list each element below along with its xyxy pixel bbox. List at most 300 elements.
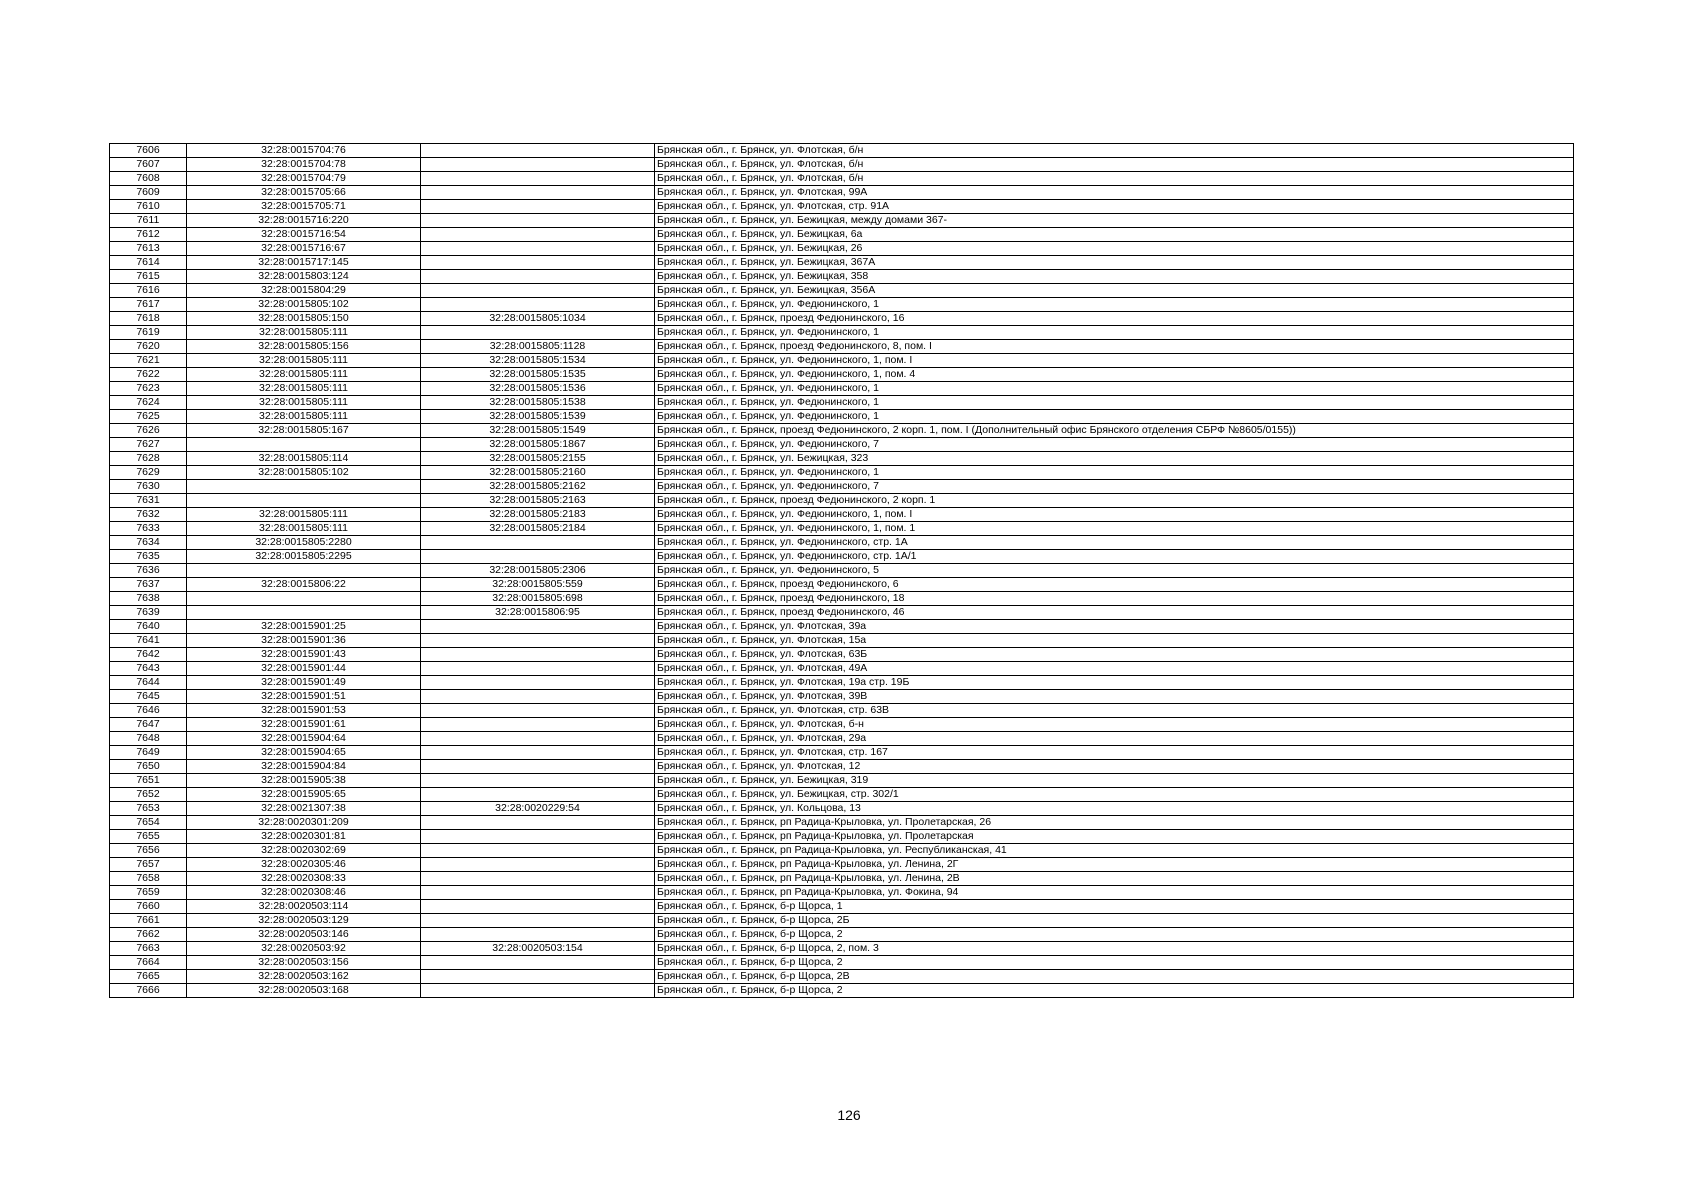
row-number-cell: 7638: [110, 592, 187, 606]
address-cell: Брянская обл., г. Брянск, ул. Флотская, 12: [655, 760, 1574, 774]
cadastral-number-cell: 32:28:0015805:111: [187, 354, 421, 368]
table-row: [110, 396, 1574, 410]
cadastral-number-cell: [187, 592, 421, 606]
related-cadastral-number-cell: [421, 242, 655, 256]
table-row: [110, 970, 1574, 984]
related-cadastral-number-cell: 32:28:0020229:54: [421, 802, 655, 816]
row-number-cell: 7623: [110, 382, 187, 396]
table-row: [110, 522, 1574, 536]
related-cadastral-number-cell: 32:28:0015805:2306: [421, 564, 655, 578]
table-row: [110, 760, 1574, 774]
cadastral-number-cell: 32:28:0020301:81: [187, 830, 421, 844]
row-number-cell: 7640: [110, 620, 187, 634]
address-cell: Брянская обл., г. Брянск, рп Радица-Крыловка, ул. Пролетарская, 26: [655, 816, 1574, 830]
address-cell: Брянская обл., г. Брянск, ул. Федюнинского, 1: [655, 382, 1574, 396]
table-row: [110, 200, 1574, 214]
cadastral-number-cell: 32:28:0020503:114: [187, 900, 421, 914]
related-cadastral-number-cell: [421, 900, 655, 914]
address-cell: Брянская обл., г. Брянск, ул. Федюнинского, 1, пом. 4: [655, 368, 1574, 382]
related-cadastral-number-cell: 32:28:0015805:1535: [421, 368, 655, 382]
row-number-cell: 7657: [110, 858, 187, 872]
row-number-cell: 7634: [110, 536, 187, 550]
table-row: [110, 886, 1574, 900]
address-cell: Брянская обл., г. Брянск, ул. Флотская, 99А: [655, 186, 1574, 200]
related-cadastral-number-cell: 32:28:0015805:2160: [421, 466, 655, 480]
cadastral-number-cell: 32:28:0015901:49: [187, 676, 421, 690]
related-cadastral-number-cell: [421, 914, 655, 928]
row-number-cell: 7664: [110, 956, 187, 970]
address-cell: Брянская обл., г. Брянск, проезд Федюнинского, 16: [655, 312, 1574, 326]
row-number-cell: 7632: [110, 508, 187, 522]
row-number-cell: 7621: [110, 354, 187, 368]
table-row: [110, 564, 1574, 578]
row-number-cell: 7615: [110, 270, 187, 284]
row-number-cell: 7661: [110, 914, 187, 928]
table-row: [110, 746, 1574, 760]
table-row: [110, 186, 1574, 200]
related-cadastral-number-cell: [421, 928, 655, 942]
cadastral-number-cell: 32:28:0020503:146: [187, 928, 421, 942]
address-cell: Брянская обл., г. Брянск, рп Радица-Крыловка, ул. Ленина, 2В: [655, 872, 1574, 886]
registry-table-body: [110, 144, 1574, 998]
address-cell: Брянская обл., г. Брянск, ул. Флотская, 29а: [655, 732, 1574, 746]
table-row: [110, 676, 1574, 690]
cadastral-number-cell: 32:28:0015805:111: [187, 368, 421, 382]
address-cell: Брянская обл., г. Брянск, ул. Бежицкая, между домами 367-: [655, 214, 1574, 228]
row-number-cell: 7606: [110, 144, 187, 158]
address-cell: Брянская обл., г. Брянск, проезд Федюнинского, 2 корп. 1: [655, 494, 1574, 508]
cadastral-number-cell: 32:28:0020308:46: [187, 886, 421, 900]
cadastral-number-cell: 32:28:0015901:44: [187, 662, 421, 676]
related-cadastral-number-cell: 32:28:0015805:559: [421, 578, 655, 592]
cadastral-number-cell: 32:28:0015705:66: [187, 186, 421, 200]
related-cadastral-number-cell: 32:28:0015805:2162: [421, 480, 655, 494]
table-row: [110, 858, 1574, 872]
address-cell: Брянская обл., г. Брянск, б-р Щорса, 2В: [655, 970, 1574, 984]
row-number-cell: 7650: [110, 760, 187, 774]
cadastral-number-cell: 32:28:0021307:38: [187, 802, 421, 816]
row-number-cell: 7665: [110, 970, 187, 984]
cadastral-number-cell: [187, 606, 421, 620]
table-row: [110, 928, 1574, 942]
related-cadastral-number-cell: 32:28:0015805:2155: [421, 452, 655, 466]
related-cadastral-number-cell: [421, 970, 655, 984]
related-cadastral-number-cell: [421, 144, 655, 158]
table-row: [110, 354, 1574, 368]
related-cadastral-number-cell: [421, 746, 655, 760]
cadastral-number-cell: 32:28:0015904:65: [187, 746, 421, 760]
row-number-cell: 7625: [110, 410, 187, 424]
row-number-cell: 7620: [110, 340, 187, 354]
row-number-cell: 7653: [110, 802, 187, 816]
row-number-cell: 7639: [110, 606, 187, 620]
row-number-cell: 7648: [110, 732, 187, 746]
cadastral-number-cell: 32:28:0015904:64: [187, 732, 421, 746]
related-cadastral-number-cell: [421, 830, 655, 844]
table-row: [110, 214, 1574, 228]
address-cell: Брянская обл., г. Брянск, ул. Кольцова, 13: [655, 802, 1574, 816]
related-cadastral-number-cell: [421, 676, 655, 690]
cadastral-number-cell: 32:28:0015805:111: [187, 522, 421, 536]
address-cell: Брянская обл., г. Брянск, ул. Федюнинского, стр. 1А/1: [655, 550, 1574, 564]
table-row: [110, 816, 1574, 830]
row-number-cell: 7655: [110, 830, 187, 844]
related-cadastral-number-cell: [421, 704, 655, 718]
page-number: 126: [837, 1107, 861, 1123]
related-cadastral-number-cell: [421, 984, 655, 998]
cadastral-number-cell: 32:28:0015805:111: [187, 508, 421, 522]
table-row: [110, 340, 1574, 354]
cadastral-number-cell: 32:28:0020503:156: [187, 956, 421, 970]
table-row: [110, 788, 1574, 802]
row-number-cell: 7622: [110, 368, 187, 382]
related-cadastral-number-cell: [421, 214, 655, 228]
address-cell: Брянская обл., г. Брянск, ул. Бежицкая, 323: [655, 452, 1574, 466]
table-row: [110, 802, 1574, 816]
related-cadastral-number-cell: [421, 256, 655, 270]
row-number-cell: 7631: [110, 494, 187, 508]
related-cadastral-number-cell: [421, 634, 655, 648]
cadastral-number-cell: 32:28:0015901:36: [187, 634, 421, 648]
address-cell: Брянская обл., г. Брянск, ул. Бежицкая, стр. 302/1: [655, 788, 1574, 802]
table-row: [110, 312, 1574, 326]
cadastral-number-cell: 32:28:0015901:51: [187, 690, 421, 704]
row-number-cell: 7662: [110, 928, 187, 942]
address-cell: Брянская обл., г. Брянск, проезд Федюнинского, 2 корп. 1, пом. I (Дополнительный офис Брянского отделения СБРФ №8605/0155)): [655, 424, 1574, 438]
table-row: [110, 662, 1574, 676]
cadastral-number-cell: 32:28:0015805:102: [187, 466, 421, 480]
address-cell: Брянская обл., г. Брянск, рп Радица-Крыловка, ул. Фокина, 94: [655, 886, 1574, 900]
address-cell: Брянская обл., г. Брянск, проезд Федюнинского, 8, пом. I: [655, 340, 1574, 354]
cadastral-number-cell: 32:28:0020308:33: [187, 872, 421, 886]
related-cadastral-number-cell: [421, 620, 655, 634]
table-row: [110, 704, 1574, 718]
address-cell: Брянская обл., г. Брянск, ул. Флотская, 19а стр. 19Б: [655, 676, 1574, 690]
related-cadastral-number-cell: [421, 718, 655, 732]
table-row: [110, 648, 1574, 662]
related-cadastral-number-cell: [421, 844, 655, 858]
address-cell: Брянская обл., г. Брянск, ул. Флотская, 39а: [655, 620, 1574, 634]
related-cadastral-number-cell: [421, 886, 655, 900]
table-row: [110, 158, 1574, 172]
cadastral-number-cell: 32:28:0015805:167: [187, 424, 421, 438]
row-number-cell: 7644: [110, 676, 187, 690]
address-cell: Брянская обл., г. Брянск, б-р Щорса, 2, пом. 3: [655, 942, 1574, 956]
table-row: [110, 382, 1574, 396]
table-row: [110, 284, 1574, 298]
row-number-cell: 7658: [110, 872, 187, 886]
related-cadastral-number-cell: 32:28:0015805:2184: [421, 522, 655, 536]
cadastral-number-cell: 32:28:0015901:43: [187, 648, 421, 662]
row-number-cell: 7618: [110, 312, 187, 326]
row-number-cell: 7633: [110, 522, 187, 536]
row-number-cell: 7611: [110, 214, 187, 228]
table-row: [110, 620, 1574, 634]
table-row: [110, 326, 1574, 340]
table-row: [110, 578, 1574, 592]
address-cell: Брянская обл., г. Брянск, ул. Флотская, б/н: [655, 144, 1574, 158]
table-row: [110, 368, 1574, 382]
address-cell: Брянская обл., г. Брянск, б-р Щорса, 1: [655, 900, 1574, 914]
row-number-cell: 7649: [110, 746, 187, 760]
cadastral-number-cell: 32:28:0015904:84: [187, 760, 421, 774]
address-cell: Брянская обл., г. Брянск, ул. Бежицкая, 319: [655, 774, 1574, 788]
row-number-cell: 7624: [110, 396, 187, 410]
related-cadastral-number-cell: 32:28:0015805:2183: [421, 508, 655, 522]
cadastral-number-cell: 32:28:0015905:38: [187, 774, 421, 788]
related-cadastral-number-cell: [421, 326, 655, 340]
address-cell: Брянская обл., г. Брянск, б-р Щорса, 2: [655, 928, 1574, 942]
cadastral-number-cell: 32:28:0015805:111: [187, 326, 421, 340]
related-cadastral-number-cell: [421, 956, 655, 970]
address-cell: Брянская обл., г. Брянск, ул. Флотская, стр. 91А: [655, 200, 1574, 214]
row-number-cell: 7630: [110, 480, 187, 494]
address-cell: Брянская обл., г. Брянск, ул. Флотская, стр. 167: [655, 746, 1574, 760]
related-cadastral-number-cell: 32:28:0020503:154: [421, 942, 655, 956]
cadastral-number-cell: 32:28:0015716:220: [187, 214, 421, 228]
table-row: [110, 844, 1574, 858]
cadastral-number-cell: [187, 564, 421, 578]
table-row: [110, 900, 1574, 914]
address-cell: Брянская обл., г. Брянск, ул. Флотская, стр. 63В: [655, 704, 1574, 718]
related-cadastral-number-cell: 32:28:0015805:1538: [421, 396, 655, 410]
address-cell: Брянская обл., г. Брянск, ул. Бежицкая, 6а: [655, 228, 1574, 242]
cadastral-number-cell: 32:28:0020302:69: [187, 844, 421, 858]
related-cadastral-number-cell: [421, 298, 655, 312]
address-cell: Брянская обл., г. Брянск, рп Радица-Крыловка, ул. Ленина, 2Г: [655, 858, 1574, 872]
cadastral-number-cell: 32:28:0015704:79: [187, 172, 421, 186]
related-cadastral-number-cell: [421, 270, 655, 284]
cadastral-number-cell: 32:28:0015901:25: [187, 620, 421, 634]
row-number-cell: 7636: [110, 564, 187, 578]
related-cadastral-number-cell: [421, 872, 655, 886]
related-cadastral-number-cell: [421, 690, 655, 704]
row-number-cell: 7614: [110, 256, 187, 270]
cadastral-number-cell: 32:28:0020503:129: [187, 914, 421, 928]
table-row: [110, 550, 1574, 564]
cadastral-number-cell: 32:28:0020503:162: [187, 970, 421, 984]
cadastral-number-cell: 32:28:0015716:67: [187, 242, 421, 256]
table-row: [110, 298, 1574, 312]
related-cadastral-number-cell: 32:28:0015805:1867: [421, 438, 655, 452]
row-number-cell: 7608: [110, 172, 187, 186]
row-number-cell: 7659: [110, 886, 187, 900]
table-row: [110, 508, 1574, 522]
address-cell: Брянская обл., г. Брянск, ул. Федюнинского, 1: [655, 396, 1574, 410]
related-cadastral-number-cell: 32:28:0015805:2163: [421, 494, 655, 508]
table-row: [110, 718, 1574, 732]
cadastral-number-cell: 32:28:0015705:71: [187, 200, 421, 214]
address-cell: Брянская обл., г. Брянск, ул. Федюнинского, 1: [655, 298, 1574, 312]
row-number-cell: 7626: [110, 424, 187, 438]
row-number-cell: 7637: [110, 578, 187, 592]
table-row: [110, 144, 1574, 158]
cadastral-number-cell: 32:28:0015805:114: [187, 452, 421, 466]
address-cell: Брянская обл., г. Брянск, ул. Бежицкая, 358: [655, 270, 1574, 284]
related-cadastral-number-cell: [421, 788, 655, 802]
related-cadastral-number-cell: [421, 172, 655, 186]
address-cell: Брянская обл., г. Брянск, ул. Федюнинского, 1: [655, 410, 1574, 424]
related-cadastral-number-cell: [421, 662, 655, 676]
row-number-cell: 7654: [110, 816, 187, 830]
address-cell: Брянская обл., г. Брянск, ул. Федюнинского, 5: [655, 564, 1574, 578]
related-cadastral-number-cell: [421, 858, 655, 872]
related-cadastral-number-cell: [421, 550, 655, 564]
row-number-cell: 7641: [110, 634, 187, 648]
row-number-cell: 7609: [110, 186, 187, 200]
cadastral-number-cell: 32:28:0015805:102: [187, 298, 421, 312]
table-row: [110, 410, 1574, 424]
address-cell: Брянская обл., г. Брянск, проезд Федюнинского, 18: [655, 592, 1574, 606]
row-number-cell: 7607: [110, 158, 187, 172]
address-cell: Брянская обл., г. Брянск, ул. Федюнинского, 1, пом. I: [655, 354, 1574, 368]
related-cadastral-number-cell: 32:28:0015805:698: [421, 592, 655, 606]
table-row: [110, 592, 1574, 606]
related-cadastral-number-cell: 32:28:0015805:1549: [421, 424, 655, 438]
table-row: [110, 942, 1574, 956]
table-row: [110, 228, 1574, 242]
row-number-cell: 7616: [110, 284, 187, 298]
related-cadastral-number-cell: [421, 284, 655, 298]
address-cell: Брянская обл., г. Брянск, ул. Флотская, б/н: [655, 172, 1574, 186]
row-number-cell: 7628: [110, 452, 187, 466]
address-cell: Брянская обл., г. Брянск, ул. Флотская, 63Б: [655, 648, 1574, 662]
address-cell: Брянская обл., г. Брянск, рп Радица-Крыловка, ул. Республиканская, 41: [655, 844, 1574, 858]
cadastral-number-cell: 32:28:0015805:156: [187, 340, 421, 354]
cadastral-number-cell: 32:28:0015803:124: [187, 270, 421, 284]
cadastral-number-cell: 32:28:0015901:53: [187, 704, 421, 718]
related-cadastral-number-cell: [421, 732, 655, 746]
related-cadastral-number-cell: 32:28:0015805:1539: [421, 410, 655, 424]
cadastral-number-cell: [187, 438, 421, 452]
table-row: [110, 872, 1574, 886]
table-row: [110, 536, 1574, 550]
address-cell: Брянская обл., г. Брянск, ул. Флотская, 49А: [655, 662, 1574, 676]
row-number-cell: 7652: [110, 788, 187, 802]
related-cadastral-number-cell: [421, 536, 655, 550]
related-cadastral-number-cell: [421, 648, 655, 662]
related-cadastral-number-cell: [421, 774, 655, 788]
address-cell: Брянская обл., г. Брянск, б-р Щорса, 2Б: [655, 914, 1574, 928]
row-number-cell: 7617: [110, 298, 187, 312]
related-cadastral-number-cell: 32:28:0015805:1534: [421, 354, 655, 368]
address-cell: Брянская обл., г. Брянск, ул. Бежицкая, 367А: [655, 256, 1574, 270]
address-cell: Брянская обл., г. Брянск, ул. Федюнинского, 1, пом. I: [655, 508, 1574, 522]
cadastral-number-cell: [187, 494, 421, 508]
row-number-cell: 7635: [110, 550, 187, 564]
table-row: [110, 606, 1574, 620]
table-row: [110, 830, 1574, 844]
address-cell: Брянская обл., г. Брянск, ул. Федюнинского, 1, пом. 1: [655, 522, 1574, 536]
row-number-cell: 7646: [110, 704, 187, 718]
row-number-cell: 7656: [110, 844, 187, 858]
row-number-cell: 7629: [110, 466, 187, 480]
related-cadastral-number-cell: 32:28:0015806:95: [421, 606, 655, 620]
table-row: [110, 438, 1574, 452]
address-cell: Брянская обл., г. Брянск, ул. Федюнинского, 1: [655, 326, 1574, 340]
row-number-cell: 7660: [110, 900, 187, 914]
row-number-cell: 7663: [110, 942, 187, 956]
table-row: [110, 480, 1574, 494]
cadastral-number-cell: 32:28:0015805:111: [187, 396, 421, 410]
related-cadastral-number-cell: 32:28:0015805:1034: [421, 312, 655, 326]
row-number-cell: 7645: [110, 690, 187, 704]
table-row: [110, 242, 1574, 256]
table-row: [110, 774, 1574, 788]
cadastral-number-cell: 32:28:0015804:29: [187, 284, 421, 298]
address-cell: Брянская обл., г. Брянск, ул. Федюнинского, 1: [655, 466, 1574, 480]
row-number-cell: 7612: [110, 228, 187, 242]
address-cell: Брянская обл., г. Брянск, ул. Флотская, 15а: [655, 634, 1574, 648]
row-number-cell: 7647: [110, 718, 187, 732]
row-number-cell: 7642: [110, 648, 187, 662]
related-cadastral-number-cell: [421, 816, 655, 830]
cadastral-number-cell: 32:28:0020301:209: [187, 816, 421, 830]
row-number-cell: 7613: [110, 242, 187, 256]
related-cadastral-number-cell: 32:28:0015805:1128: [421, 340, 655, 354]
cadastral-number-cell: 32:28:0020503:168: [187, 984, 421, 998]
cadastral-number-cell: 32:28:0015805:111: [187, 382, 421, 396]
row-number-cell: 7651: [110, 774, 187, 788]
address-cell: Брянская обл., г. Брянск, ул. Флотская, б/н: [655, 158, 1574, 172]
table-row: [110, 494, 1574, 508]
row-number-cell: 7627: [110, 438, 187, 452]
related-cadastral-number-cell: [421, 186, 655, 200]
cadastral-number-cell: 32:28:0015717:145: [187, 256, 421, 270]
table-row: [110, 256, 1574, 270]
table-row: [110, 466, 1574, 480]
address-cell: Брянская обл., г. Брянск, ул. Бежицкая, 26: [655, 242, 1574, 256]
registry-table: [109, 143, 1574, 998]
address-cell: Брянская обл., г. Брянск, б-р Щорса, 2: [655, 984, 1574, 998]
table-row: [110, 452, 1574, 466]
related-cadastral-number-cell: [421, 158, 655, 172]
cadastral-number-cell: 32:28:0015805:150: [187, 312, 421, 326]
table-row: [110, 690, 1574, 704]
cadastral-number-cell: 32:28:0015901:61: [187, 718, 421, 732]
address-cell: Брянская обл., г. Брянск, ул. Федюнинского, стр. 1А: [655, 536, 1574, 550]
table-row: [110, 984, 1574, 998]
address-cell: Брянская обл., г. Брянск, рп Радица-Крыловка, ул. Пролетарская: [655, 830, 1574, 844]
address-cell: Брянская обл., г. Брянск, ул. Бежицкая, 356А: [655, 284, 1574, 298]
table-row: [110, 634, 1574, 648]
cadastral-number-cell: 32:28:0015806:22: [187, 578, 421, 592]
address-cell: Брянская обл., г. Брянск, ул. Флотская, б-н: [655, 718, 1574, 732]
cadastral-number-cell: 32:28:0015805:111: [187, 410, 421, 424]
cadastral-number-cell: 32:28:0020305:46: [187, 858, 421, 872]
related-cadastral-number-cell: [421, 200, 655, 214]
address-cell: Брянская обл., г. Брянск, ул. Федюнинского, 7: [655, 438, 1574, 452]
table-row: [110, 914, 1574, 928]
table-row: [110, 270, 1574, 284]
cadastral-number-cell: 32:28:0015704:78: [187, 158, 421, 172]
table-row: [110, 424, 1574, 438]
address-cell: Брянская обл., г. Брянск, проезд Федюнинского, 46: [655, 606, 1574, 620]
cadastral-number-cell: 32:28:0020503:92: [187, 942, 421, 956]
table-row: [110, 172, 1574, 186]
address-cell: Брянская обл., г. Брянск, ул. Флотская, 39В: [655, 690, 1574, 704]
address-cell: Брянская обл., г. Брянск, б-р Щорса, 2: [655, 956, 1574, 970]
cadastral-number-cell: [187, 480, 421, 494]
table-row: [110, 956, 1574, 970]
table-row: [110, 732, 1574, 746]
cadastral-number-cell: 32:28:0015805:2295: [187, 550, 421, 564]
row-number-cell: 7643: [110, 662, 187, 676]
row-number-cell: 7666: [110, 984, 187, 998]
cadastral-number-cell: 32:28:0015905:65: [187, 788, 421, 802]
address-cell: Брянская обл., г. Брянск, ул. Федюнинского, 7: [655, 480, 1574, 494]
address-cell: Брянская обл., г. Брянск, проезд Федюнинского, 6: [655, 578, 1574, 592]
